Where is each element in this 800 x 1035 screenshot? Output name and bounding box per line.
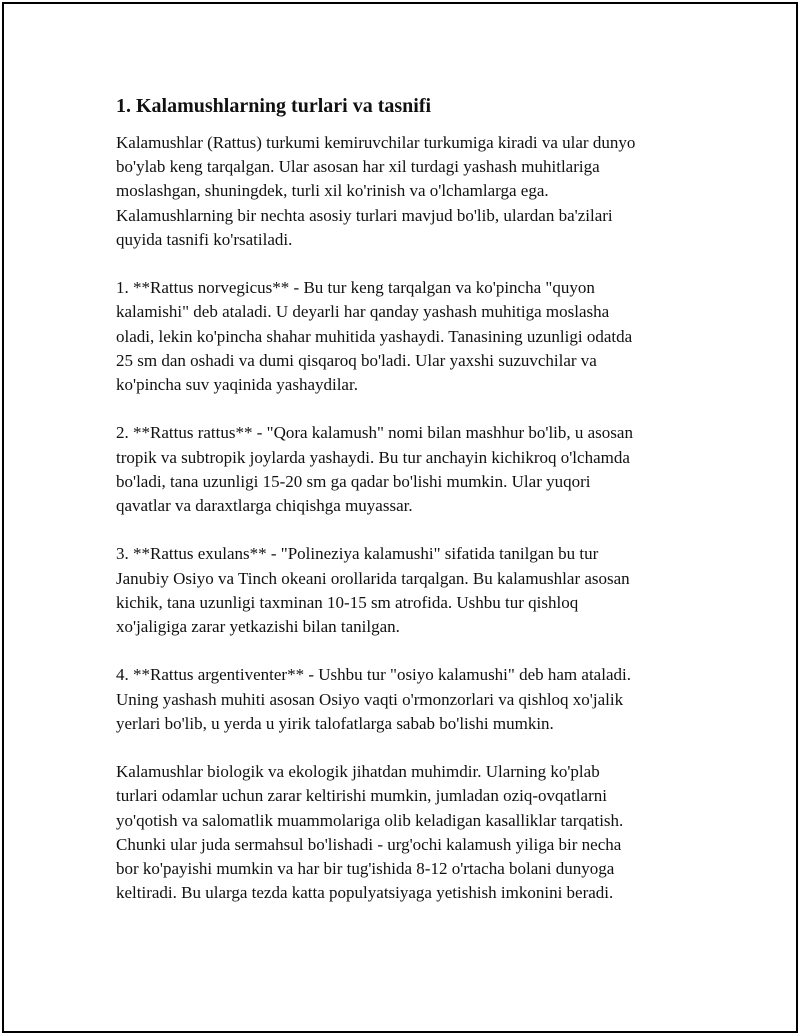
paragraph-rattus-rattus: 2. **Rattus rattus** - "Qora kalamush" nomi bilan mashhur bo'lib, u asosan tropik va subtropik joylarda yashaydi. Bu tur anchayin kichikroq o'lchamda bo'ladi, tana uzunligi 15-20 sm ga qadar bo'lishi mumkin. Ular yuqori qavatlar va daraxtlarga chiqishga muyassar. [116,423,633,516]
paragraph-rattus-argentiventer: 4. **Rattus argentiventer** - Ushbu tur "osiyo kalamushi" deb ham ataladi. Uning yashash muhiti asosan Osiyo vaqti o'rmonzorlari va qishloq xo'jalik yerlari bo'lib, u yerda u yirik talofatlarga sabab bo'lishi mumkin. [116,665,631,733]
conclusion-paragraph: Kalamushlar biologik va ekologik jihatdan muhimdir. Ularning ko'plab turlari odamlar uchun zarar keltirishi mumkin, jumladan oziq-ovqatlarni yo'qotish va salomatlik muammolariga olib keladigan kasalliklar tarqatish. Chunki ular juda sermahsul bo'lishadi - urg'ochi kalamush yiliga bir necha bor ko'payishi mumkin va har bir tug'ishida 8-12 o'rtacha bolani dunyoga keltiradi. Bu ularga tezda katta populyatsiyaga yetishish imkonini beradi. [116,762,624,903]
section-heading: 1. Kalamushlarning turlari va tasnifi [116,95,432,117]
paragraph-rattus-norvegicus: 1. **Rattus norvegicus** - Bu tur keng tarqalgan va ko'pincha "quyon kalamishi" deb ataladi. U deyarli har qanday yashash muhitiga moslasha oladi, lekin ko'pincha shahar muhitida yashaydi. Tanasining uzunligi odatda 25 sm dan oshadi va dumi qisqaroq bo'ladi. Ular yaxshi suzuvchilar va ko'pincha suv yaqinida yashaydilar. [116,278,633,395]
paragraph-rattus-exulans: 3. **Rattus exulans** - "Polineziya kalamushi" sifatida tanilgan bu tur Janubiy Osiyo va Tinch okeani orollarida tarqalgan. Bu kalamushlar asosan kichik, tana uzunligi taxminan 10-15 sm atrofida. Ushbu tur qishloq xo'jaligiga zarar yetkazishi bilan tanilgan. [116,544,630,637]
intro-paragraph: Kalamushlar (Rattus) turkumi kemiruvchilar turkumiga kiradi va ular dunyo bo'ylab keng tarqalgan. Ular asosan har xil turdagi yashash muhitlariga moslashgan, shuningdek, turli xil ko'rinish va o'lchamlarga ega. Kalamushlarning bir nechta asosiy turlari mavjud bo'lib, ulardan ba'zilari quyida tasnifi ko'rsatiladi. [116,133,636,249]
document-body [116,92,716,930]
